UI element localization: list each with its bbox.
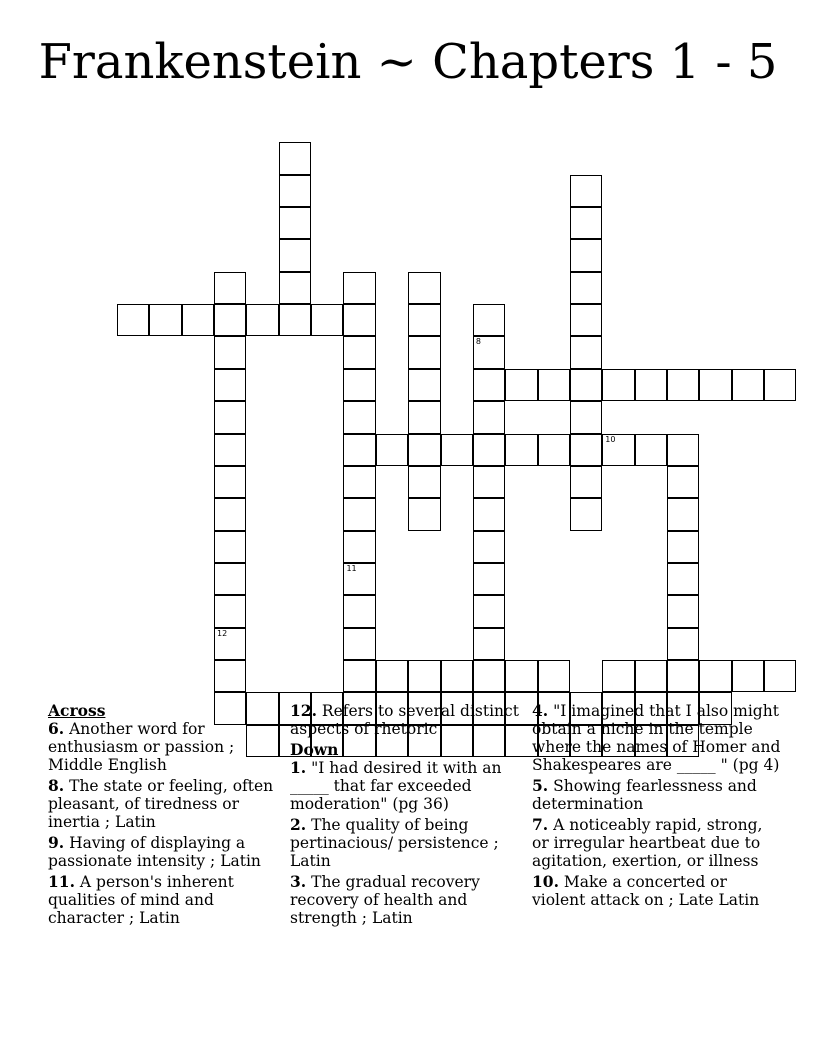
clue-number: 8 <box>475 337 481 347</box>
grid-cell[interactable] <box>408 498 440 530</box>
grid-cell[interactable] <box>376 660 408 692</box>
grid-cell[interactable] <box>343 466 375 498</box>
across-clue: 11. A person's inherent qualities of mind and character ; Latin <box>48 872 234 927</box>
grid-cell[interactable] <box>214 595 246 627</box>
grid-cell[interactable] <box>408 660 440 692</box>
grid-cell[interactable] <box>473 628 505 660</box>
down-clue: 4. "I imagined that I also might obtain a niche in the temple where the names of Homer and Shakespeares are _____ " (pg 4) <box>532 701 781 774</box>
grid-cell[interactable] <box>279 207 311 239</box>
across-heading: Across <box>48 701 106 720</box>
grid-cell[interactable] <box>570 498 602 530</box>
clue-number: 12 <box>217 628 228 638</box>
grid-cell[interactable] <box>667 531 699 563</box>
grid-cell[interactable] <box>570 207 602 239</box>
grid-cell[interactable] <box>441 434 473 466</box>
grid-cell[interactable] <box>667 660 699 692</box>
grid-cell[interactable] <box>667 434 699 466</box>
grid-cell[interactable] <box>667 369 699 401</box>
grid-cell[interactable] <box>667 563 699 595</box>
grid-cell[interactable] <box>214 628 246 660</box>
across-clue: 6. Another word for enthusiasm or passion ; Middle English <box>48 719 235 774</box>
grid-cell[interactable] <box>635 434 667 466</box>
grid-cell[interactable] <box>602 434 634 466</box>
grid-cell[interactable] <box>117 304 149 336</box>
grid-cell[interactable] <box>214 563 246 595</box>
grid-cell[interactable] <box>311 304 343 336</box>
grid-cell[interactable] <box>279 239 311 271</box>
grid-cell[interactable] <box>376 434 408 466</box>
grid-cell[interactable] <box>538 369 570 401</box>
grid-cell[interactable] <box>473 434 505 466</box>
grid-cell[interactable] <box>214 272 246 304</box>
grid-cell[interactable] <box>635 660 667 692</box>
grid-cell[interactable] <box>473 531 505 563</box>
grid-cell[interactable] <box>732 660 764 692</box>
grid-cell[interactable] <box>214 498 246 530</box>
grid-cell[interactable] <box>214 466 246 498</box>
grid-cell[interactable] <box>570 369 602 401</box>
grid-cell[interactable] <box>408 369 440 401</box>
grid-cell[interactable] <box>408 304 440 336</box>
grid-cell[interactable] <box>473 498 505 530</box>
clue-number: 11 <box>346 563 357 573</box>
grid-cell[interactable] <box>246 304 278 336</box>
grid-cell[interactable] <box>343 272 375 304</box>
grid-cell[interactable] <box>667 628 699 660</box>
grid-cell[interactable] <box>343 434 375 466</box>
grid-cell[interactable] <box>699 660 731 692</box>
grid-cell[interactable] <box>570 175 602 207</box>
grid-cell[interactable] <box>343 628 375 660</box>
clue-column-2 <box>290 702 522 930</box>
grid-cell[interactable] <box>214 401 246 433</box>
down-clue: 2. The quality of being pertinacious/ persistence ; Latin <box>290 815 499 870</box>
grid-cell[interactable] <box>343 369 375 401</box>
grid-cell[interactable] <box>279 304 311 336</box>
grid-cell[interactable] <box>408 336 440 368</box>
down-clue: 7. A noticeably rapid, strong, or irregular heartbeat due to agitation, exertion, or illness <box>532 815 763 870</box>
grid-cell[interactable] <box>667 595 699 627</box>
grid-cell[interactable] <box>570 466 602 498</box>
grid-cell[interactable] <box>570 239 602 271</box>
grid-cell[interactable] <box>214 531 246 563</box>
grid-cell[interactable] <box>570 336 602 368</box>
grid-cell[interactable] <box>635 369 667 401</box>
grid-cell[interactable] <box>279 142 311 174</box>
grid-cell[interactable] <box>441 660 473 692</box>
grid-cell[interactable] <box>214 336 246 368</box>
grid-cell[interactable] <box>473 595 505 627</box>
grid-cell[interactable] <box>343 531 375 563</box>
grid-cell[interactable] <box>473 304 505 336</box>
down-clue: 5. Showing fearlessness and determination <box>532 776 757 813</box>
grid-cell[interactable] <box>279 272 311 304</box>
grid-cell[interactable] <box>473 563 505 595</box>
grid-cell[interactable] <box>408 272 440 304</box>
grid-cell[interactable] <box>408 401 440 433</box>
grid-cell[interactable] <box>538 660 570 692</box>
clue-column-3 <box>532 702 782 912</box>
clue-number: 10 <box>605 434 616 444</box>
down-clue: 1. "I had desired it with an _____ that far exceeded moderation" (pg 36) <box>290 758 502 813</box>
grid-cell[interactable] <box>538 434 570 466</box>
grid-cell[interactable] <box>505 369 537 401</box>
grid-cell[interactable] <box>408 466 440 498</box>
across-clue: 9. Having of displaying a passionate intensity ; Latin <box>48 833 261 870</box>
grid-cell[interactable] <box>473 369 505 401</box>
grid-cell[interactable] <box>732 369 764 401</box>
grid-cell[interactable] <box>343 336 375 368</box>
grid-cell[interactable] <box>570 304 602 336</box>
grid-cell[interactable] <box>473 660 505 692</box>
grid-cell[interactable] <box>343 660 375 692</box>
page-title: Frankenstein ~ Chapters 1 - 5 <box>38 34 778 90</box>
grid-cell[interactable] <box>570 401 602 433</box>
grid-cell[interactable] <box>505 660 537 692</box>
down-clue: 10. Make a concerted or violent attack on ; Late Latin <box>532 872 760 909</box>
grid-cell[interactable] <box>764 660 796 692</box>
grid-cell[interactable] <box>343 595 375 627</box>
grid-cell[interactable] <box>602 369 634 401</box>
grid-cell[interactable] <box>343 304 375 336</box>
grid-cell[interactable] <box>182 304 214 336</box>
grid-cell[interactable] <box>343 563 375 595</box>
across-clue: 12. Refers to several distinct aspects of rhetoric <box>290 701 519 738</box>
down-heading: Down <box>290 740 339 759</box>
grid-cell[interactable] <box>149 304 181 336</box>
grid-cell[interactable] <box>570 272 602 304</box>
grid-cell[interactable] <box>214 369 246 401</box>
grid-cell[interactable] <box>764 369 796 401</box>
grid-cell[interactable] <box>505 434 537 466</box>
grid-cell[interactable] <box>667 466 699 498</box>
clue-column-1 <box>48 702 280 930</box>
grid-cell[interactable] <box>473 336 505 368</box>
grid-cell[interactable] <box>214 660 246 692</box>
grid-cell[interactable] <box>602 660 634 692</box>
grid-cell[interactable] <box>473 466 505 498</box>
grid-cell[interactable] <box>408 434 440 466</box>
grid-cell[interactable] <box>214 434 246 466</box>
grid-cell[interactable] <box>343 498 375 530</box>
across-clue: 8. The state or feeling, often pleasant, of tiredness or inertia ; Latin <box>48 776 274 831</box>
grid-cell[interactable] <box>343 401 375 433</box>
grid-cell[interactable] <box>667 498 699 530</box>
grid-cell[interactable] <box>473 401 505 433</box>
grid-cell[interactable] <box>570 434 602 466</box>
down-clue: 3. The gradual recovery recovery of health and strength ; Latin <box>290 872 480 927</box>
grid-cell[interactable] <box>214 304 246 336</box>
grid-cell[interactable] <box>699 369 731 401</box>
grid-cell[interactable] <box>279 175 311 207</box>
